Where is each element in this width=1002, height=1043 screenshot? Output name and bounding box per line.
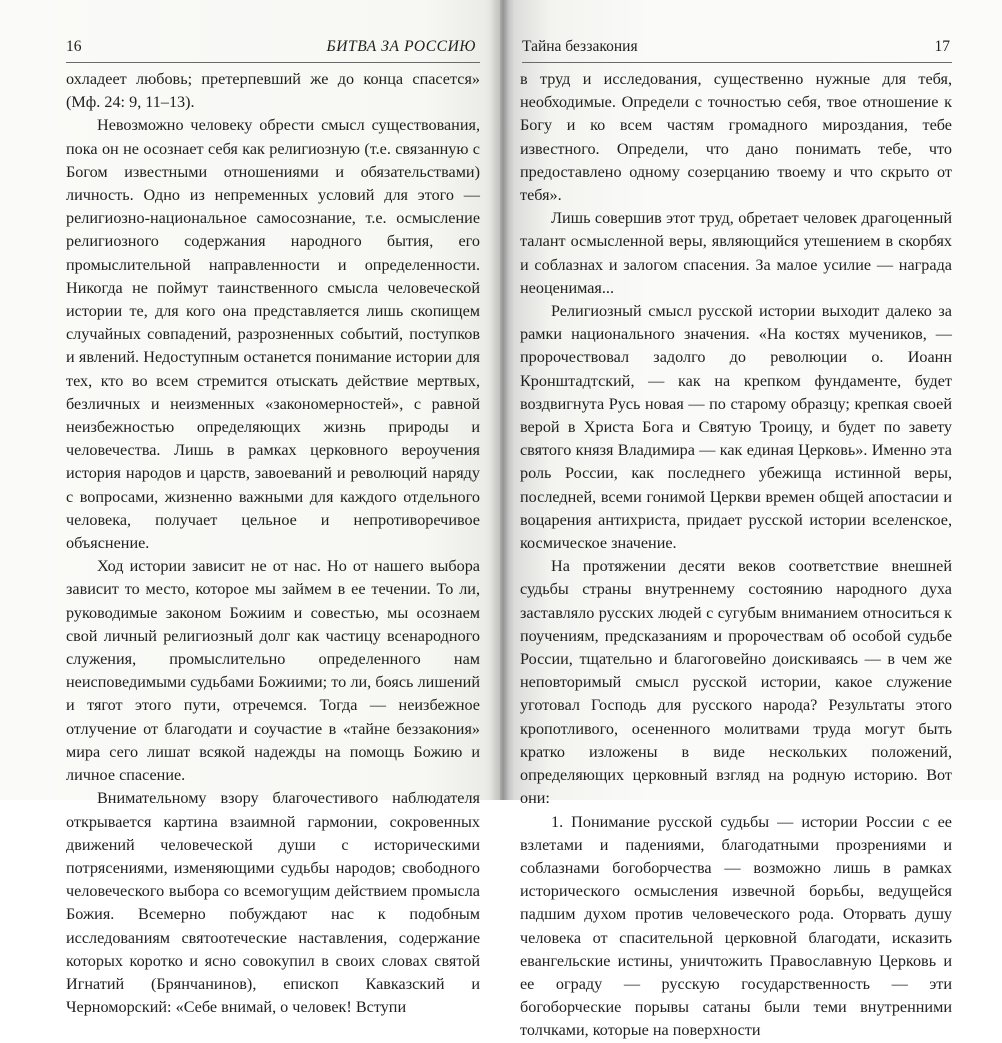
right-page-header [522, 38, 950, 60]
left-page-header [66, 38, 476, 60]
paragraph: Невозможно человеку обрести смысл существования, пока он не осознает себя как религиозную (т.е. связанную с Богом известными отношениями и обязательствами) личность. Одно из непременных условий для этого — религиозно-национальное самосознание, т.е. осмысление религиозного содержания народного бытия, его промыслительной направленности и определенности. Никогда не поймут таинственного смысла человеческой истории те, для кого она представляется лишь скопищем случайных совпадений, разрозненных событий, поступков и явлений. Недоступным останется понимание истории для тех, кто во всем стремится отыскать действие мертвых, безличных и неизменных «закономерностей», с равной неизбежностью определяющих жизнь природы и человечества. Лишь в рамках церковного вероучения история народов и царств, завоеваний и революций наряду с вопросами, жизненно важными для каждого отдельного человека, получает цельное и непротиворечивое объяснение. [66, 116, 480, 553]
book-gutter-shadow [490, 0, 514, 800]
left-header-rule [66, 62, 480, 63]
right-page-body [520, 68, 952, 1043]
right-page-number: 17 [934, 38, 950, 55]
paragraph: Внимательному взору благочестивого наблюдателя открывается картина взаимной гармонии, сокровенных движений человеческой души с историческими потрясениями, изменяющими судьбы народов; свободного человеческого выбора со всемогущим действием промысла Божия. Всемерно побуждают нас к подобным исследованиям святоотеческие наставления, содержание которых коротко и ясно совокупил в своих словах святой Игнатий (Брянчанинов), епископ Кавказский и Черноморский: «Себе внимай, о человек! Вступи [66, 789, 480, 1017]
left-page [0, 0, 500, 1017]
left-page-body [66, 68, 480, 1019]
paragraph: Религиозный смысл русской истории выходит далеко за рамки национального значения. «На костях мучеников, — пророчествовал задолго до революции о. Иоанн Кронштадтский, — как на крепком фундаменте, будет воздвигнута Русь новая — по старому образцу; крепкая своей верой в Христа Бога и Святую Троицу, и будет по завету святого князя Владимира — как единая Церковь». Именно эта роль России, как последнего убежища истинной веры, последней, всеми гонимой Церкви времен общей апостасии и воцарения антихриста, придает русской истории вселенское, космическое значение. [520, 302, 952, 553]
right-page [500, 0, 1002, 1040]
paragraph: 1. Понимание русской судьбы — истории России с ее взлетами и падениями, благодатными прозрениями и соблазнами богоборчества — возможно лишь в рамках исторического осмысления извечной борьбы, ведущейся падшим духом против человеческого рода. Оторвать душу человека от спасительной церковной благодати, исказить евангельские истины, уничтожить Православную Церковь и ее ограду — русскую государственность — эти богоборческие порывы сатаны были теми внутренними толчками, которые на поверхности [520, 812, 952, 1040]
paragraph: в труд и исследования, существенно нужные для тебя, необходимые. Определи с точностью себя, твое отношение к Богу и ко всем частям громадного мироздания, тебе известного. Определи, что дано понимать тебе, что предоставлено одному созерцанию твоему и что скрыто от тебя». [520, 70, 952, 205]
paragraph: Ход истории зависит не от нас. Но от нашего выбора зависит то место, которое мы займем в ее течении. То ли, руководимые законом Божиим и совестью, мы осознаем свой личный религиозный долг как частицу всенародного служения, промыслительно определенного нам неисповедимыми судьбами Божиими; то ли, боясь лишений и тягот этого пути, отречемся. Тогда — неизбежное отлучение от благодати и соучастие в «тайне беззакония» мира сего лишат всякой надежды на помощь Божию и личное спасение. [66, 557, 480, 785]
paragraph: Лишь совершив этот труд, обретает человек драгоценный талант осмысленной веры, являющийся утешением в скорбях и соблазнах и залогом спасения. За малое усилие — награда неоценимая... [520, 209, 952, 297]
left-running-title: БИТВА ЗА РОССИЮ [326, 38, 476, 55]
paragraph: На протяжении десяти веков соответствие внешней судьбы страны внутреннему состоянию народного духа заставляло русских людей с сугубым вниманием относиться к поучениям, предсказаниям и пророчествам об особой судьбе России, тщательно и благоговейно доискиваясь — в чем же неповторимый смысл русской истории, какое служение уготовал Господь для русского народа? Результаты этого кропотливого, осененного молитвами труда могут быть кратко изложены в виде нескольких положений, определяющих церковный взгляд на родную историю. Вот они: [520, 557, 952, 808]
left-page-number: 16 [66, 38, 82, 55]
right-header-rule [522, 62, 952, 63]
right-running-title: Тайна беззакония [522, 38, 638, 55]
paragraph: охладеет любовь; претерпевший же до конца спасется» (Мф. 24: 9, 11–13). [66, 70, 480, 112]
